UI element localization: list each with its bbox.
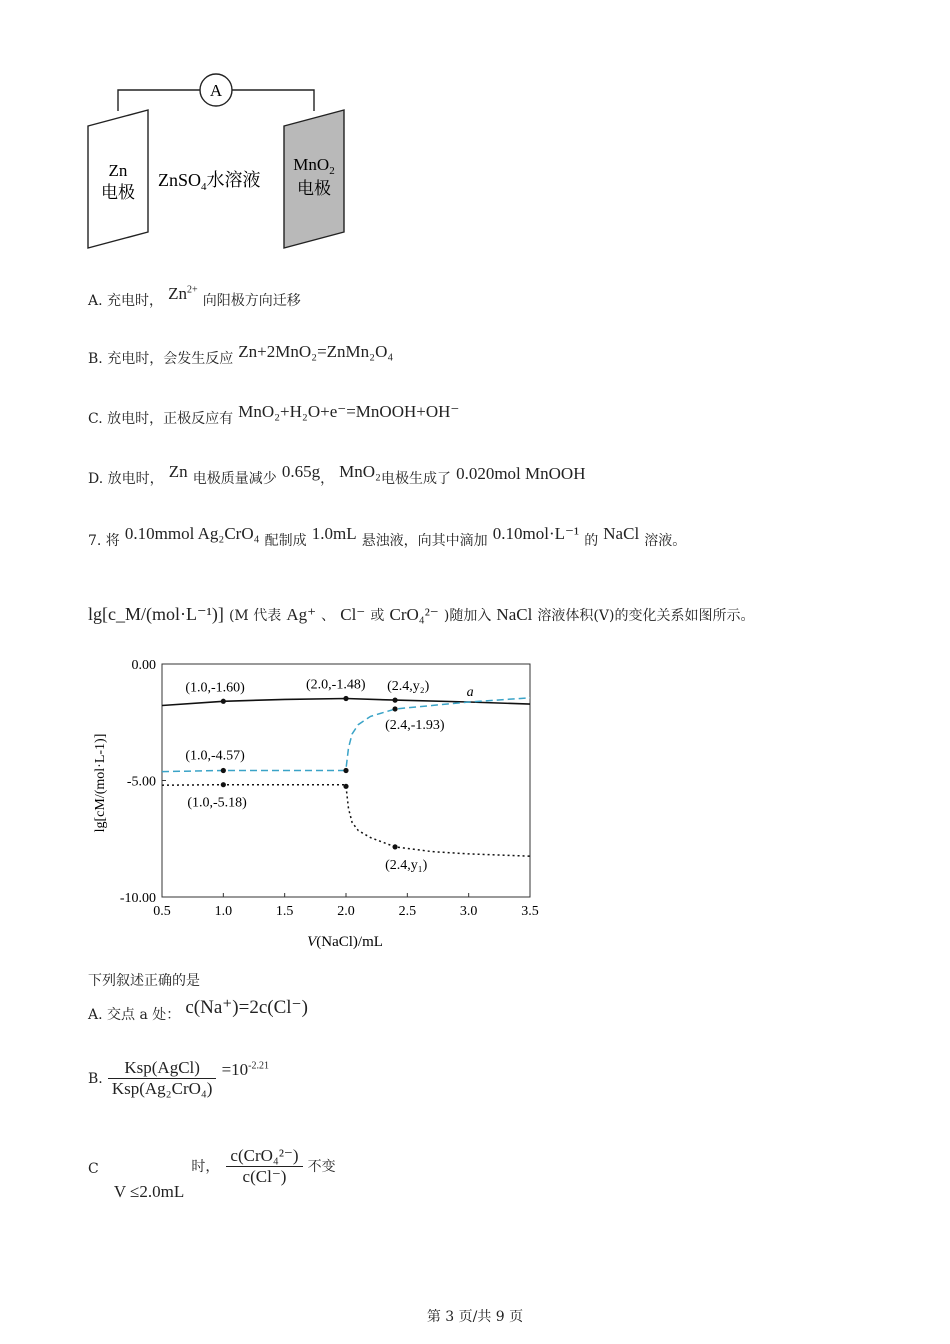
circuit-wire bbox=[232, 90, 314, 111]
q6-option-c bbox=[88, 402, 460, 428]
formula: c(Na⁺)=2c(Cl⁻) bbox=[185, 997, 308, 1018]
option-label: C. 放电时，正极反应有 bbox=[88, 411, 234, 427]
data-label: (1.0,-1.60) bbox=[185, 680, 245, 696]
y-tick-label: -10.00 bbox=[119, 891, 156, 906]
stem-text: (M 代表 bbox=[228, 608, 282, 624]
q6-option-b bbox=[88, 342, 394, 368]
data-label: (2.4,-1.93) bbox=[385, 717, 445, 733]
option-label: B. 充电时，会发生反应 bbox=[88, 351, 234, 367]
y-tick-label: -5.00 bbox=[126, 774, 156, 790]
formula: Zn+2MnO₂=ZnMn₂O₄ bbox=[238, 342, 394, 361]
fraction-denominator: Ksp(Ag₂CrO₄) bbox=[111, 1079, 213, 1098]
concentration-fraction bbox=[226, 1146, 302, 1187]
formula: 0.020mol MnOOH bbox=[456, 464, 586, 483]
fraction-numerator: c(CrO₄²⁻) bbox=[226, 1146, 302, 1167]
data-point bbox=[392, 706, 397, 711]
option-text: 不变 bbox=[307, 1159, 336, 1175]
option-label: A. 交点 a 处： bbox=[88, 1007, 181, 1023]
formula: $=10^{-2.21}$ bbox=[221, 1060, 269, 1079]
q7-intro: 下列叙述正确的是 bbox=[88, 973, 200, 989]
q7-option-a bbox=[88, 997, 308, 1025]
option-label: C bbox=[88, 1161, 99, 1177]
q6-option-a bbox=[88, 284, 301, 310]
formula: 0.10mol·L⁻¹ bbox=[492, 524, 580, 543]
formula: NaCl bbox=[496, 605, 533, 624]
data-label: (2.0,-1.48) bbox=[306, 677, 366, 693]
option-text: 电极质量减少 bbox=[192, 471, 277, 487]
formula: MnO₂ bbox=[339, 462, 381, 481]
cell-diagram bbox=[80, 66, 370, 256]
option-label: A. 充电时， bbox=[88, 293, 164, 309]
question-number: 7. 将 bbox=[88, 533, 120, 549]
data-point bbox=[343, 696, 348, 701]
data-point bbox=[221, 782, 226, 787]
x-axis-label: V(NaCl)/mL bbox=[307, 934, 383, 950]
data-point bbox=[343, 784, 348, 789]
zn-electrode-label-2: 电极 bbox=[101, 183, 135, 202]
option-text: ， bbox=[320, 471, 335, 487]
mno2-electrode-label: MnO$_2$ bbox=[293, 155, 335, 177]
fraction-denominator: c(Cl⁻) bbox=[242, 1167, 287, 1186]
x-tick-label: 1.0 bbox=[214, 904, 233, 919]
stem-text: 、 bbox=[321, 608, 336, 624]
formula: NaCl bbox=[603, 524, 640, 543]
option-label: B. bbox=[88, 1071, 103, 1087]
formula: 0.10mmol Ag₂CrO₄ bbox=[124, 524, 260, 543]
condition: V ≤2.0mL bbox=[113, 1182, 185, 1201]
formula: 0.65g bbox=[281, 462, 321, 481]
q7-option-c bbox=[88, 1146, 336, 1201]
stem-text: 的 bbox=[584, 533, 599, 549]
formula: Cl⁻ bbox=[340, 605, 366, 624]
x-tick-label: 1.5 bbox=[275, 904, 294, 919]
x-tick-label: 0.5 bbox=[153, 904, 171, 919]
zn-electrode-label: Zn bbox=[108, 161, 128, 180]
data-point bbox=[221, 699, 226, 704]
page-footer: 第 3 页/共 9 页 bbox=[426, 1309, 524, 1325]
q7-option-b bbox=[88, 1058, 269, 1099]
formula: CrO₄²⁻ bbox=[389, 605, 439, 624]
x-tick-label: 2.5 bbox=[398, 904, 417, 919]
q7-stem bbox=[88, 524, 687, 550]
formula: 1.0mL bbox=[311, 524, 357, 543]
lg-concentration-chart bbox=[80, 648, 550, 958]
x-tick-label: 3.5 bbox=[521, 904, 539, 919]
data-label: a bbox=[466, 684, 474, 700]
option-text: 时， bbox=[191, 1159, 220, 1175]
option-label: D. 放电时， bbox=[88, 471, 164, 487]
data-point bbox=[392, 698, 397, 703]
data-point bbox=[392, 844, 397, 849]
option-text: 电极生成了 bbox=[380, 471, 451, 487]
stem-text: 溶液。 bbox=[644, 533, 687, 549]
q6-option-d bbox=[88, 462, 586, 488]
stem-text: 溶液体积(V)的变化关系如图所示。 bbox=[537, 608, 755, 624]
formula: lg[c_M/(mol·L⁻¹)] bbox=[88, 604, 224, 624]
data-label: (2.4,y₁) bbox=[385, 857, 428, 873]
electrolyte-label: ZnSO$_4$水溶液 bbox=[158, 170, 261, 193]
mno2-electrode-label-2: 电极 bbox=[297, 179, 331, 198]
x-tick-label: 2.0 bbox=[337, 904, 355, 919]
q7-stem-line2 bbox=[88, 604, 754, 625]
circuit-wire bbox=[118, 90, 200, 111]
x-tick-label: 3.0 bbox=[459, 904, 478, 919]
data-label: (1.0,-4.57) bbox=[185, 748, 245, 764]
fraction-numerator: Ksp(AgCl) bbox=[108, 1058, 217, 1079]
formula: MnO₂+H₂O+e⁻=MnOOH+OH⁻ bbox=[238, 402, 460, 421]
formula: Ag⁺ bbox=[286, 605, 317, 624]
y-axis-label: lg[cM/(mol·L-1)] bbox=[93, 733, 108, 833]
stem-text: 配制成 bbox=[264, 533, 307, 549]
ksp-fraction bbox=[108, 1058, 217, 1099]
data-point bbox=[343, 768, 348, 773]
formula: $Zn^{2+}$ bbox=[168, 284, 198, 303]
data-label: (2.4,y₂) bbox=[387, 679, 430, 695]
data-point bbox=[221, 768, 226, 773]
stem-text: 悬浊液，向其中滴加 bbox=[361, 533, 488, 549]
option-text: 向阳极方向迁移 bbox=[202, 293, 301, 309]
stem-text: 或 bbox=[370, 608, 385, 624]
stem-text: )随加入 bbox=[443, 608, 492, 624]
ammeter-label: A bbox=[209, 81, 223, 100]
y-tick-label: 0.00 bbox=[131, 658, 156, 673]
formula: Zn bbox=[168, 462, 188, 481]
data-label: (1.0,-5.18) bbox=[187, 795, 247, 811]
